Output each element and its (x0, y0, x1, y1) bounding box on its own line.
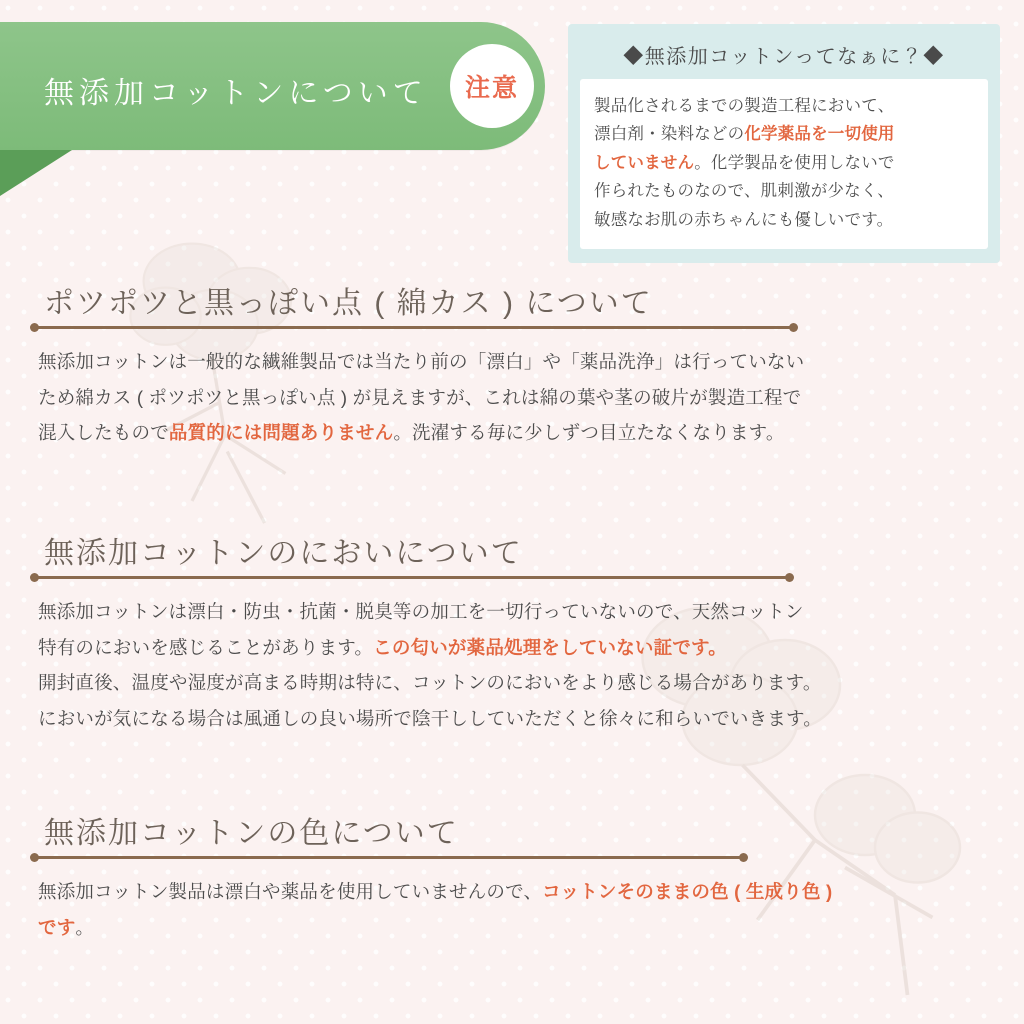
page-title: 無添加コットンについて (44, 77, 428, 110)
section-divider (34, 856, 744, 859)
section-header (0, 808, 1024, 864)
body-line: です。 (38, 916, 95, 938)
info-card-line: 敏感なお肌の赤ちゃんにも優しいです。 (594, 210, 894, 229)
info-card-line: 製品化されるまでの製造工程において、 (594, 97, 895, 115)
body-line: 混入したもので品質的には問題ありません。洗濯する毎に少しずつ目立たなくなります。 (38, 422, 785, 444)
section-body (38, 594, 986, 736)
attention-badge-label: 注意 (464, 74, 519, 102)
section-body (38, 344, 986, 451)
body-line: ため綿カス ( ポツポツと黒っぽい点 ) が見えますが、これは綿の葉や茎の破片が製造工程で (38, 386, 802, 408)
section-divider (34, 576, 790, 579)
info-card (568, 24, 1000, 263)
info-card-body (580, 79, 988, 249)
section-header (0, 528, 1024, 584)
body-line: 開封直後、温度や湿度が高まる時期は特に、コットンのにおいをより感じる場合があります。 (38, 672, 822, 694)
body-line: 特有のにおいを感じることがあります。この匂いが薬品処理をしていない証です。 (38, 636, 727, 658)
section-title: 無添加コットンの色について (44, 817, 459, 850)
body-line: においが気になる場合は風通しの良い場所で陰干ししていただくと徐々に和らいでいきます。 (38, 707, 822, 729)
highlight-text: コットンそのままの色 ( 生成り色 ) (542, 881, 833, 902)
highlight-text: 化学薬品を一切使用 (744, 125, 895, 144)
info-card-line: 作られたものなので、肌刺激が少なく、 (594, 182, 894, 201)
section-cotton-smell (0, 528, 1024, 729)
info-card-line: していません。化学製品を使用しないで (594, 153, 895, 172)
info-card-title: ◆無添加コットンってなぁに？◆ (623, 46, 945, 68)
highlight-text: していません (594, 153, 695, 172)
body-line: 無添加コットンは漂白・防虫・抗菌・脱臭等の加工を一切行っていないので、天然コットン (38, 601, 804, 622)
section-divider (34, 326, 794, 329)
body-line: 無添加コットンは一般的な繊維製品では当たり前の「漂白」や「薬品洗浄」は行っていない (38, 351, 805, 372)
section-title: 無添加コットンのにおいについて (44, 537, 523, 570)
section-title: ポツポツと黒っぽい点 ( 綿カス ) について (44, 287, 653, 320)
highlight-text: 品質的には問題ありません (168, 422, 394, 444)
section-cotton-specks (0, 278, 1024, 444)
info-card-line: 漂白剤・染料などの化学薬品を一切使用 (594, 125, 895, 144)
ribbon-tail-shape (0, 150, 72, 196)
section-cotton-color (0, 808, 1024, 938)
highlight-text: この匂いが薬品処理をしていない証です。 (373, 636, 727, 658)
header-ribbon (0, 22, 560, 192)
section-header (0, 278, 1024, 334)
highlight-text: です (38, 916, 76, 938)
section-body (38, 874, 986, 945)
attention-badge (450, 44, 534, 128)
body-line: 無添加コットン製品は漂白や薬品を使用していませんので、コットンそのままの色 ( 生成り色 ) (38, 881, 833, 902)
